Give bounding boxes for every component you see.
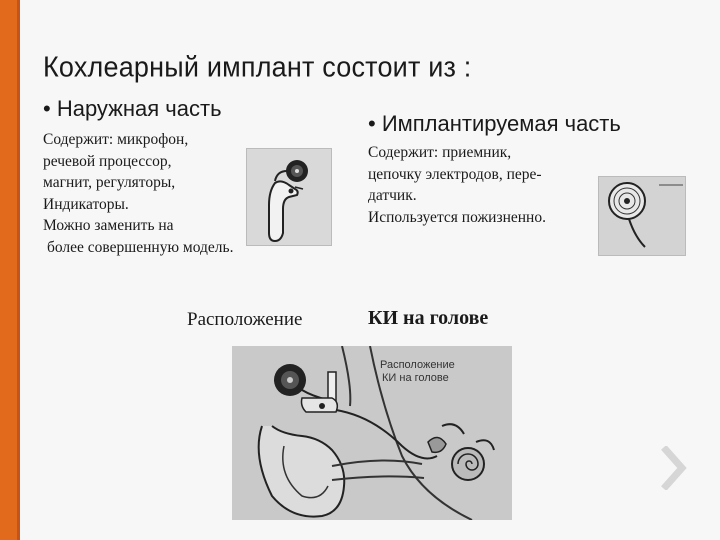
next-slide-chevron-icon[interactable] [660, 446, 688, 490]
implanted-part-description [368, 142, 608, 228]
external-line: более совершенную модель. [47, 238, 234, 256]
implanted-line: датчик. [368, 187, 417, 204]
external-line: магнит, регуляторы, [43, 174, 176, 191]
location-label-right: КИ на голове [368, 307, 489, 329]
external-line: Индикаторы. [43, 195, 129, 213]
external-part-heading: • Наружная часть [43, 96, 222, 121]
head-placement-image [232, 346, 512, 520]
location-label-left: Расположение [187, 309, 303, 330]
implanted-line: Содержит: приемник, [368, 144, 512, 161]
external-line: Можно заменить на [43, 217, 174, 234]
orange-sidebar [0, 0, 20, 540]
head-image-caption-line1: Расположение [380, 359, 455, 371]
implanted-part-heading: • Имплантируемая часть [368, 111, 621, 136]
implant-receiver-image [598, 176, 686, 256]
external-processor-image [246, 148, 332, 246]
slide-title: Кохлеарный имплант состоит из : [43, 51, 472, 83]
implanted-line: цепочку электродов, пере- [368, 165, 542, 183]
implanted-line: Используется пожизненно. [368, 208, 546, 226]
head-image-caption-line2: КИ на голове [382, 372, 449, 384]
external-line: речевой процессор, [43, 152, 172, 170]
external-line: Содержит: микрофон, [43, 131, 189, 148]
